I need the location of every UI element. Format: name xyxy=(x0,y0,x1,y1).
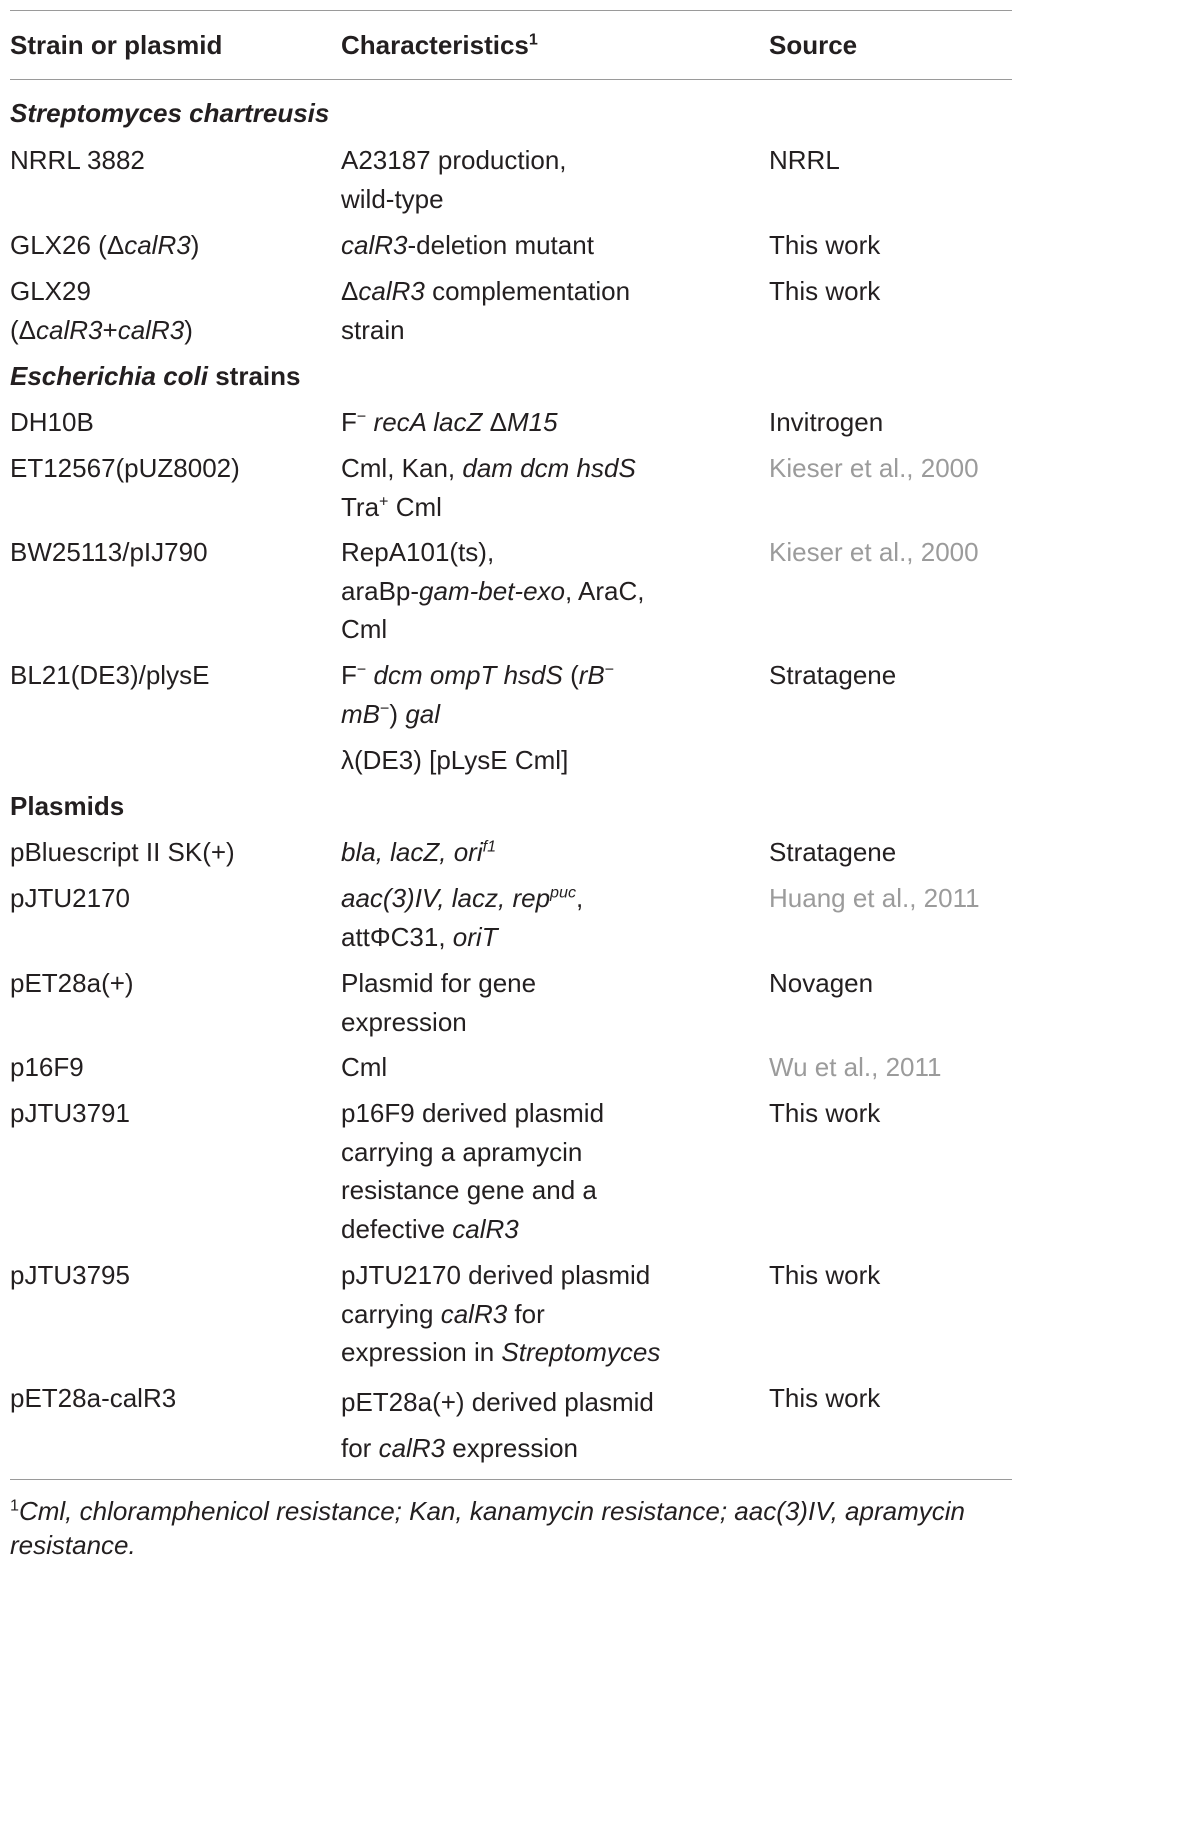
header-source: Source xyxy=(769,30,858,60)
row-pjtu2170-plasmid: pJTU2170 xyxy=(10,883,130,913)
row-nrrl-3882-source: NRRL xyxy=(769,145,840,175)
row-nrrl-3882-characteristics: A23187 production, wild-type xyxy=(341,145,567,214)
row-pbluescript-source: Stratagene xyxy=(769,837,897,867)
table-bottom-rule xyxy=(10,1479,1012,1480)
table-footnote xyxy=(10,1494,1015,1562)
row-et12567-strain: ET12567(pUZ8002) xyxy=(10,453,240,483)
row-pbluescript-characteristics: bla, lacZ, ori$^{f1}$ xyxy=(341,837,497,867)
row-p16f9-characteristics: Cml xyxy=(341,1052,388,1082)
row-bl21-strain: BL21(DE3)/plysE xyxy=(10,660,210,690)
row-pjtu3795-source: This work xyxy=(769,1260,881,1290)
row-pet28a-calr3-source: This work xyxy=(769,1383,881,1413)
row-pet28a-source: Novagen xyxy=(769,968,874,998)
row-bl21-source: Stratagene xyxy=(769,660,897,690)
row-dh10b-characteristics: F− recA lacZ ΔM15 xyxy=(341,407,558,437)
row-pjtu3791-characteristics: p16F9 derived plasmid carrying a apramycin resistance gene and a defective calR3 xyxy=(341,1098,605,1244)
header-characteristics: Characteristics$^1$ xyxy=(341,30,538,60)
row-glx26-strain: GLX26 (ΔcalR3) xyxy=(10,230,200,260)
header-bottom-rule xyxy=(10,79,1012,80)
footnote-marker: 1 xyxy=(10,1496,19,1515)
row-p16f9-plasmid: p16F9 xyxy=(10,1052,84,1082)
row-pet28a-calr3-characteristics: pET28a(+) derived plasmid for calR3 expression xyxy=(341,1387,654,1463)
section-title-escherichia-coli-strains: Escherichia coli strains xyxy=(10,361,301,391)
row-pet28a-plasmid: pET28a(+) xyxy=(10,968,134,998)
row-pet28a-characteristics: Plasmid for gene expression xyxy=(341,968,537,1037)
row-glx26-source: This work xyxy=(769,230,881,260)
row-nrrl-3882-strain: NRRL 3882 xyxy=(10,145,145,175)
header-strain-or-plasmid: Strain or plasmid xyxy=(10,30,223,60)
row-pbluescript-plasmid: pBluescript II SK(+) xyxy=(10,837,235,867)
row-glx29-characteristics: ΔcalR3 complementation strain xyxy=(341,276,631,345)
row-dh10b-source: Invitrogen xyxy=(769,407,884,437)
row-bw25113-strain: BW25113/pIJ790 xyxy=(10,537,208,567)
section-title-streptomyces-chartreusis: Streptomyces chartreusis xyxy=(10,98,330,128)
row-glx29-source: This work xyxy=(769,276,881,306)
row-bw25113-source-link[interactable]: Kieser et al., 2000 xyxy=(769,537,979,567)
row-et12567-characteristics: Cml, Kan, dam dcm hsdS Tra+ Cml xyxy=(341,453,636,522)
row-pjtu3791-plasmid: pJTU3791 xyxy=(10,1098,130,1128)
row-pjtu3795-plasmid: pJTU3795 xyxy=(10,1260,130,1290)
row-pjtu3791-source: This work xyxy=(769,1098,881,1128)
row-p16f9-source-link[interactable]: Wu et al., 2011 xyxy=(769,1052,942,1082)
row-glx26-characteristics: calR3-deletion mutant xyxy=(341,230,594,260)
row-dh10b-strain: DH10B xyxy=(10,407,94,437)
row-et12567-source-link[interactable]: Kieser et al., 2000 xyxy=(769,453,979,483)
header-characteristics-footnote-marker: 1 xyxy=(528,30,538,49)
row-bw25113-characteristics: RepA101(ts), araBp-gam-bet-exo, AraC, Cml xyxy=(341,537,645,644)
row-pjtu3795-characteristics: pJTU2170 derived plasmid carrying calR3 for expression in Streptomyces xyxy=(341,1260,661,1367)
table-top-rule xyxy=(10,10,1012,11)
row-pjtu2170-characteristics: aac(3)IV, lacz, rep$^{puc}$, attΦC31, oriT xyxy=(341,883,584,952)
footnote-text: Cml, chloramphenicol resistance; Kan, kanamycin resistance; aac(3)IV, apramycin resistance. xyxy=(10,1496,965,1560)
row-pet28a-calr3-plasmid: pET28a-calR3 xyxy=(10,1383,177,1413)
row-pjtu2170-source-link[interactable]: Huang et al., 2011 xyxy=(769,883,980,913)
section-title-plasmids: Plasmids xyxy=(10,791,125,821)
row-glx29-strain: GLX29 (ΔcalR3+calR3) xyxy=(10,276,193,345)
row-bl21-characteristics: F− dcm ompT hsdS (rB− mB−) gal λ(DE3) [pLysE Cml] xyxy=(341,660,615,775)
